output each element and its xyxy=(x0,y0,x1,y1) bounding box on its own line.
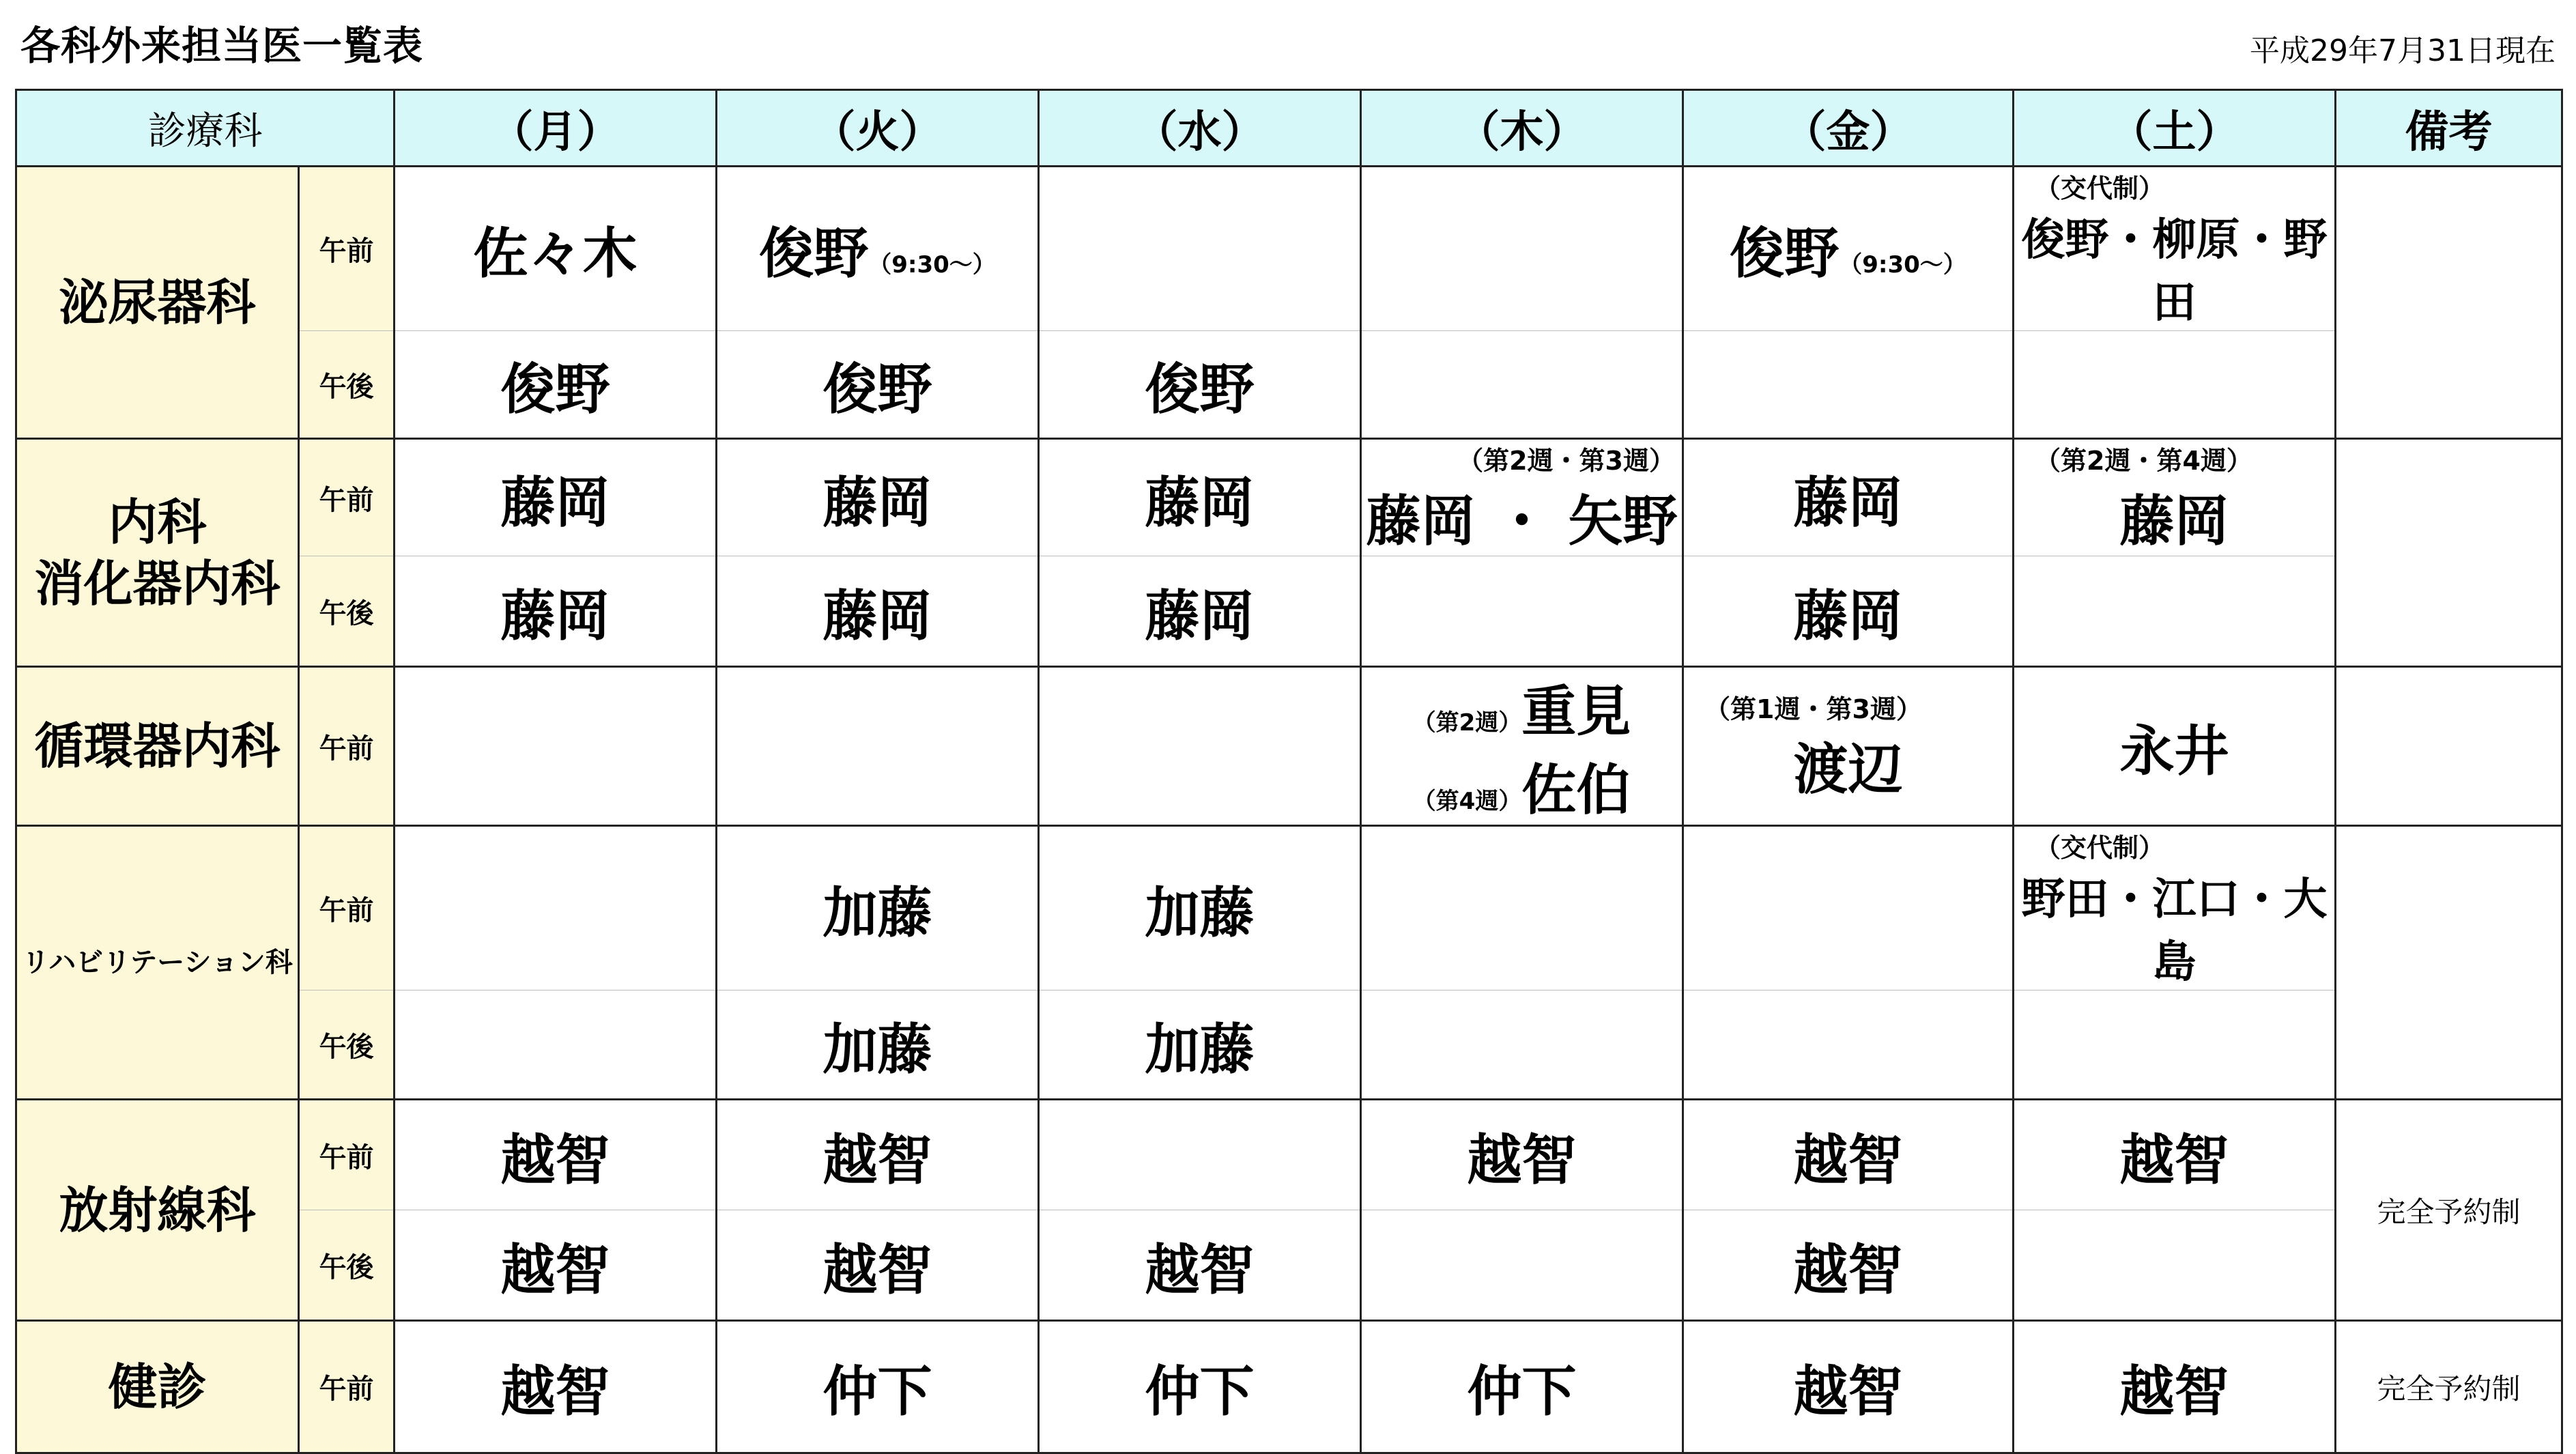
doctor-name: 佐々木 xyxy=(473,222,638,285)
doctor-name: 加藤 xyxy=(822,881,932,945)
period-am: 午前 xyxy=(299,1100,395,1210)
dept-urology: 泌尿器科 xyxy=(16,167,299,439)
doctor-name: 藤岡 xyxy=(2119,489,2229,553)
urology-am-row xyxy=(16,167,2562,331)
dept-checkup: 健診 xyxy=(16,1321,299,1453)
week-note: （第2週） xyxy=(1412,709,1522,737)
doctor-name: 越智 xyxy=(822,1128,932,1192)
time-note: （9:30～） xyxy=(1839,251,1966,279)
doctor-name: 仲下 xyxy=(1467,1360,1577,1423)
doctor-name: 越智 xyxy=(1467,1128,1577,1192)
internal-pm-row xyxy=(16,556,2562,667)
checkup-am-row xyxy=(16,1321,2562,1453)
doctor-name: 藤岡 xyxy=(1793,470,1903,534)
doctor-name: 藤岡 xyxy=(500,584,610,648)
doctor-name: 藤岡 xyxy=(500,470,610,534)
doctor-name: 藤岡 xyxy=(1793,584,1903,648)
doctor-name: 藤岡 xyxy=(822,584,932,648)
sat-column-header: （土） xyxy=(2014,90,2336,167)
dept-radiology: 放射線科 xyxy=(16,1100,299,1321)
fri-column-header: （金） xyxy=(1683,90,2014,167)
doctor-name: 越智 xyxy=(500,1128,610,1192)
period-pm: 午後 xyxy=(299,1210,395,1321)
period-pm: 午後 xyxy=(299,331,395,439)
note-cell xyxy=(2336,1321,2562,1453)
cardio-am-row xyxy=(16,667,2562,826)
note-cell xyxy=(2336,439,2562,667)
doctor-name: 仲下 xyxy=(1145,1360,1255,1423)
week-note: （第2週・第3週） xyxy=(1457,446,1675,476)
urology-pm-row xyxy=(16,331,2562,439)
dept-column-header: 診療科 xyxy=(16,90,395,167)
doctor-name: 加藤 xyxy=(822,1017,932,1081)
internal-am-row xyxy=(16,439,2562,556)
doctor-name: 越智 xyxy=(1793,1360,1903,1423)
time-note: （9:30～） xyxy=(868,251,996,279)
doctor-name: 藤岡 xyxy=(822,470,932,534)
dept-rehabilitation: リハビリテーション科 xyxy=(16,826,299,1100)
radiology-am-row xyxy=(16,1100,2562,1210)
wed-column-header: （水） xyxy=(1039,90,1361,167)
doctor-name: 越智 xyxy=(2119,1360,2229,1423)
thu-column-header: （木） xyxy=(1361,90,1683,167)
period-pm: 午後 xyxy=(299,990,395,1100)
week-note: （第4週） xyxy=(1412,788,1522,815)
doctor-name: 藤岡 xyxy=(1145,584,1255,648)
dept-cardiology: 循環器内科 xyxy=(16,667,299,826)
doctor-name: 藤岡 ・ 矢野 xyxy=(1366,489,1678,553)
doctor-name: 佐伯 xyxy=(1521,758,1631,822)
note-column-header: 備考 xyxy=(2336,90,2562,167)
doctor-name: 野田・江口・大島 xyxy=(2021,874,2328,988)
radiology-pm-row xyxy=(16,1210,2562,1321)
doctor-name: 俊野・柳原・野田 xyxy=(2021,215,2328,328)
doctor-name: 俊野 xyxy=(500,357,610,421)
period-am: 午前 xyxy=(299,667,395,826)
rotation-note: （交代制） xyxy=(2035,833,2165,863)
doctor-name: 越智 xyxy=(500,1360,610,1423)
doctor-name: 俊野 xyxy=(759,222,869,285)
note-cell xyxy=(2336,1100,2562,1321)
doctor-name: 越智 xyxy=(2119,1128,2229,1192)
period-am: 午前 xyxy=(299,1321,395,1453)
schedule-table xyxy=(15,89,2563,1454)
reservation-note: 完全予約制 xyxy=(2377,1195,2521,1229)
doctor-name: 越智 xyxy=(500,1238,610,1302)
tue-column-header: （火） xyxy=(717,90,1039,167)
doctor-name: 渡辺 xyxy=(1793,738,1903,801)
rehab-am-row xyxy=(16,826,2562,990)
rotation-note: （交代制） xyxy=(2035,173,2165,203)
doctor-name: 加藤 xyxy=(1145,881,1255,945)
header-row xyxy=(16,90,2562,167)
doctor-name: 藤岡 xyxy=(1145,470,1255,534)
doctor-name: 越智 xyxy=(1145,1238,1255,1302)
reservation-note: 完全予約制 xyxy=(2377,1371,2521,1406)
dept-internal xyxy=(16,439,299,667)
doctor-name: 永井 xyxy=(2119,719,2229,783)
doctor-name: 加藤 xyxy=(1145,1017,1255,1081)
note-cell xyxy=(2336,826,2562,1100)
note-cell xyxy=(2336,667,2562,826)
note-cell xyxy=(2336,167,2562,439)
week-note: （第2週・第4週） xyxy=(2035,446,2252,476)
dept-internal-line1: 内科 xyxy=(108,493,207,551)
doctor-name: 俊野 xyxy=(1145,357,1255,421)
doctor-name: 越智 xyxy=(1793,1238,1903,1302)
as-of-date: 平成29年7月31日現在 xyxy=(2250,33,2556,68)
doctor-name: 俊野 xyxy=(1730,222,1840,285)
rehab-pm-row xyxy=(16,990,2562,1100)
doctor-name: 仲下 xyxy=(822,1360,932,1423)
period-am: 午前 xyxy=(299,439,395,556)
page-title: 各科外来担当医一覧表 xyxy=(20,23,424,69)
mon-column-header: （月） xyxy=(395,90,717,167)
dept-internal-line2: 消化器内科 xyxy=(34,554,281,612)
doctor-name: 重見 xyxy=(1521,680,1631,743)
period-pm: 午後 xyxy=(299,556,395,667)
doctor-name: 俊野 xyxy=(822,357,932,421)
period-am: 午前 xyxy=(299,826,395,990)
period-am: 午前 xyxy=(299,167,395,331)
doctor-name: 越智 xyxy=(822,1238,932,1302)
week-note: （第1週・第3週） xyxy=(1704,694,1922,724)
doctor-name: 越智 xyxy=(1793,1128,1903,1192)
